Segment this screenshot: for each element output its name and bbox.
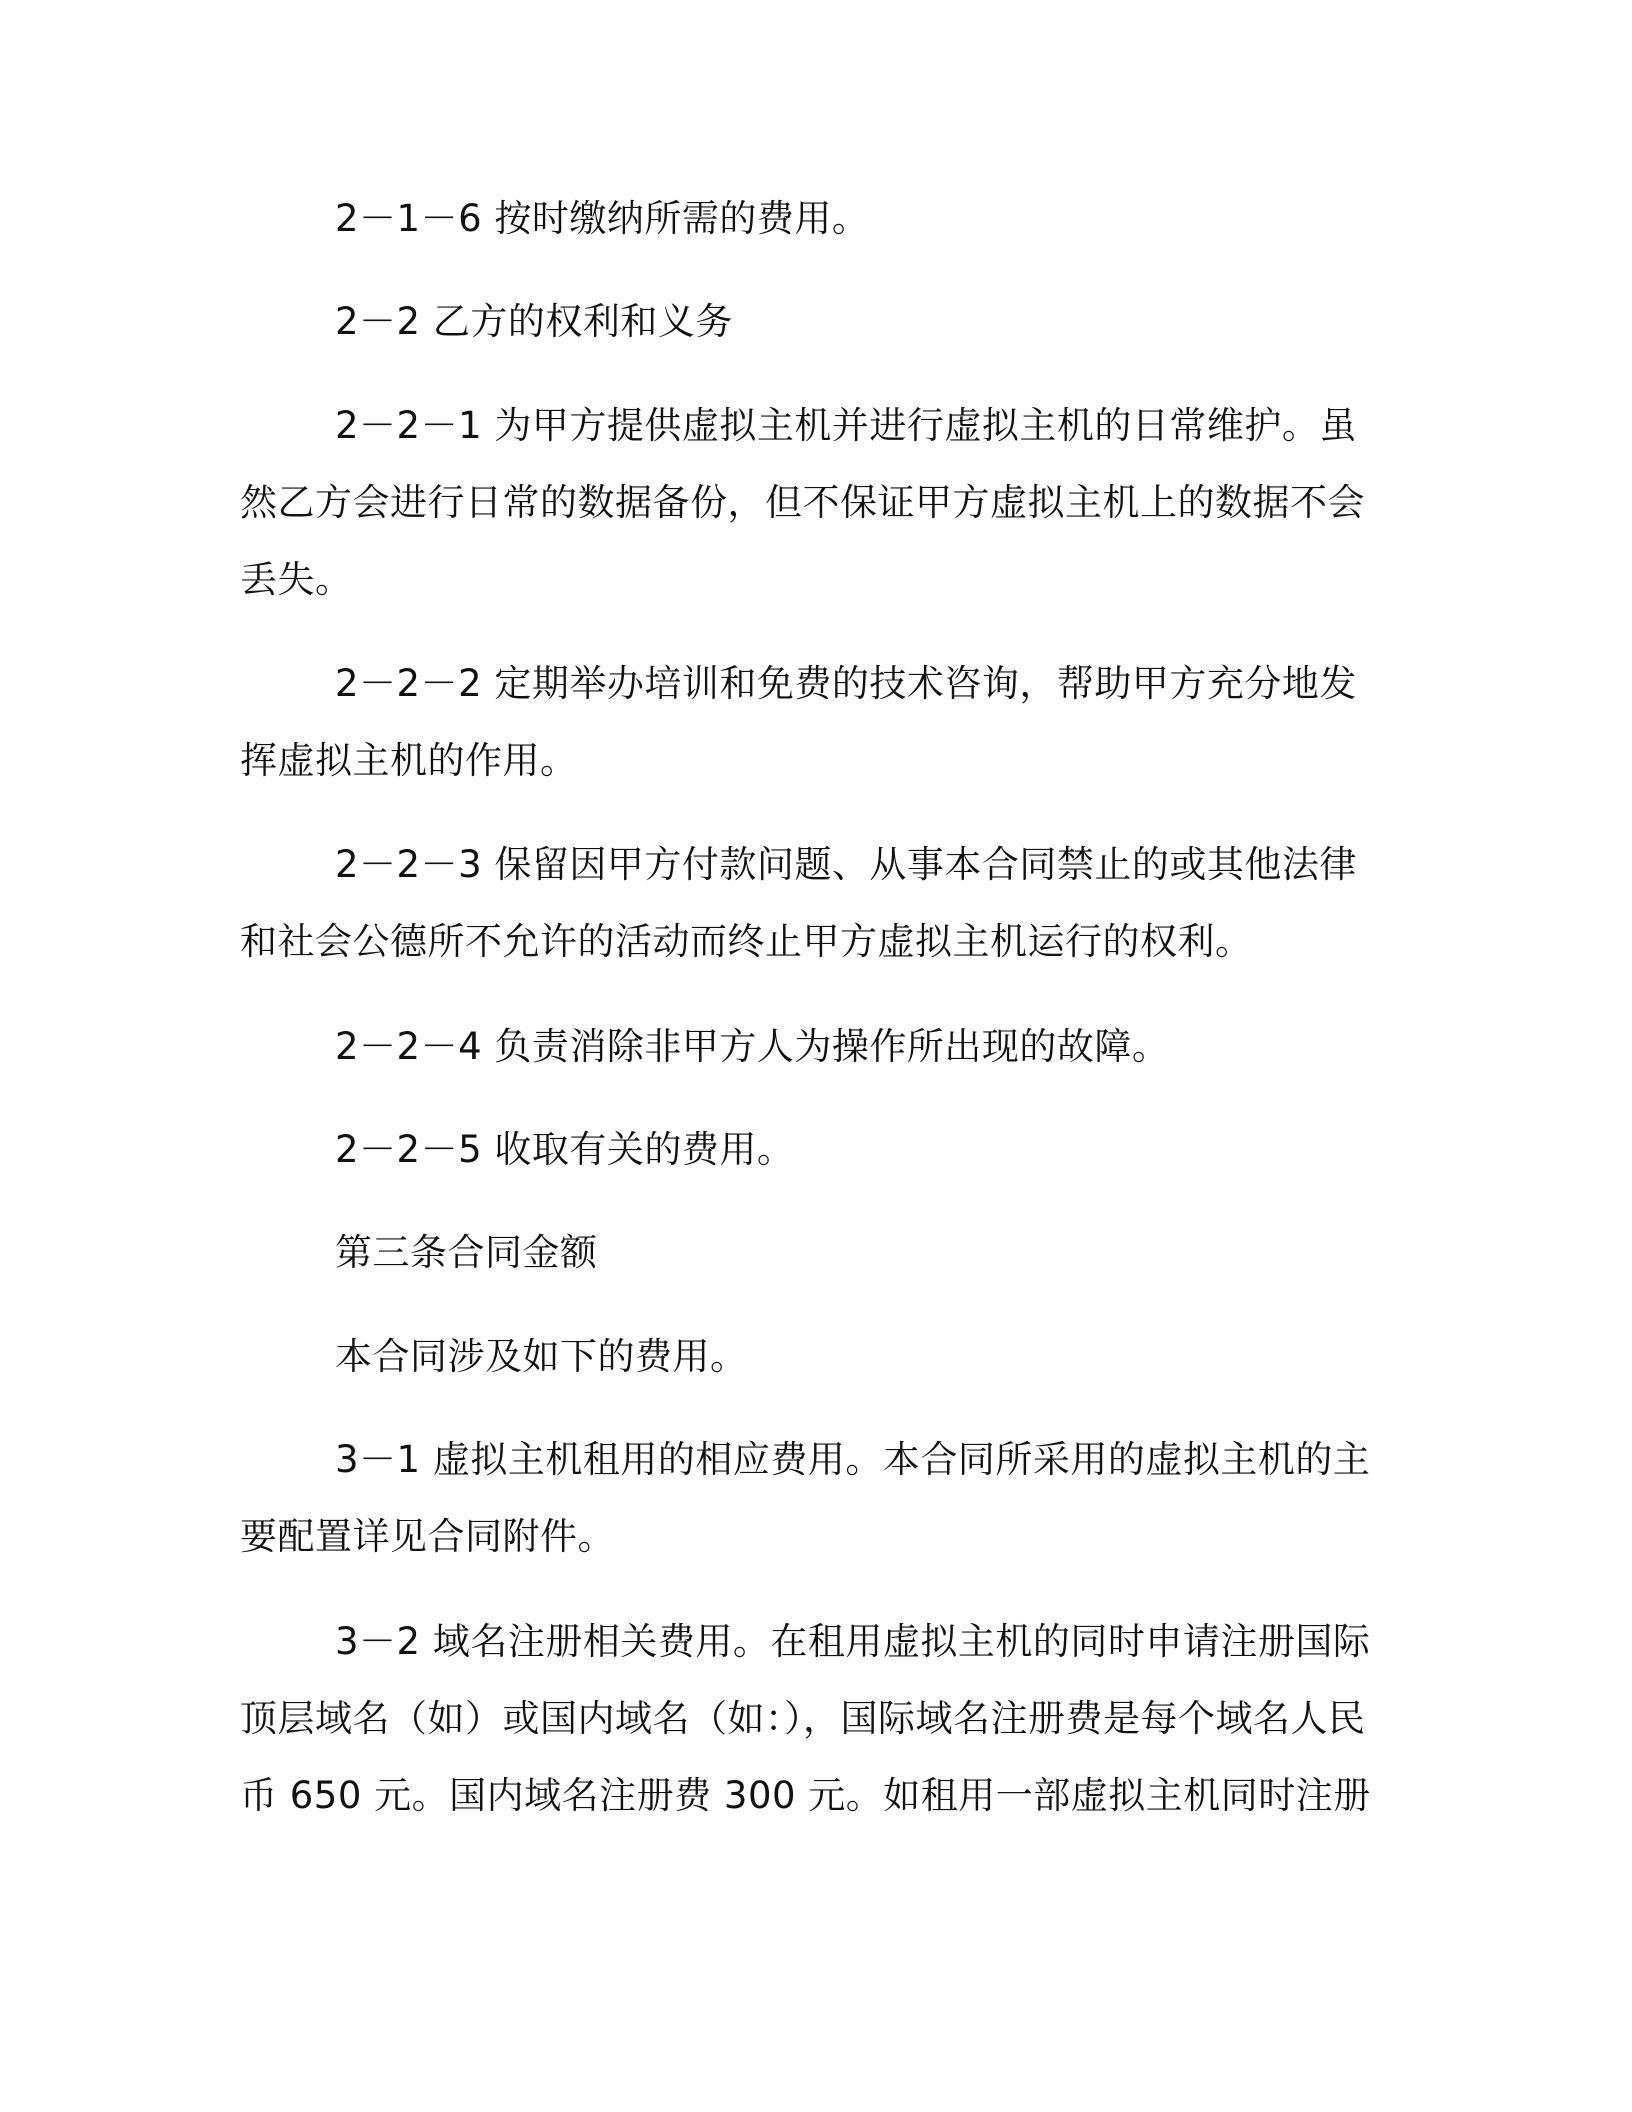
paragraph-3-2: 3－2 域名注册相关费用。在租用虚拟主机的同时申请注册国际顶层域名（如）或国内域名（如：），国际域名注册费是每个域名人民币 650 元。国内域名注册费 300 元。如租用一部虚拟主机同时注册 xyxy=(240,1620,1371,1817)
paragraph-2-2-5: 2－2－5 收取有关的费用。 xyxy=(335,1128,795,1171)
paragraph-2-1-6: 2－1－6 按时缴纳所需的费用。 xyxy=(335,197,870,240)
paragraph-section-3-intro: 本合同涉及如下的费用。 xyxy=(335,1335,748,1378)
paragraph-2-2-4: 2－2－4 负责消除非甲方人为操作所出现的故障。 xyxy=(335,1025,1170,1068)
paragraph-3-1: 3－1 虚拟主机租用的相应费用。本合同所采用的虚拟主机的主要配置详见合同附件。 xyxy=(240,1438,1371,1558)
paragraph-2-2-3: 2－2－3 保留因甲方付款问题、从事本合同禁止的或其他法律和社会公德所不允许的活动而终止甲方虚拟主机运行的权利。 xyxy=(240,843,1357,963)
paragraph-2-2-1: 2－2－1 为甲方提供虚拟主机并进行虚拟主机的日常维护。虽然乙方会进行日常的数据备份，但不保证甲方虚拟主机上的数据不会丢失。 xyxy=(240,404,1365,601)
paragraph-2-2-heading: 2－2 乙方的权利和义务 xyxy=(335,300,733,343)
section-3-heading: 第三条合同金额 xyxy=(335,1231,598,1274)
paragraph-2-2-2: 2－2－2 定期举办培训和免费的技术咨询，帮助甲方充分地发挥虚拟主机的作用。 xyxy=(240,662,1357,782)
